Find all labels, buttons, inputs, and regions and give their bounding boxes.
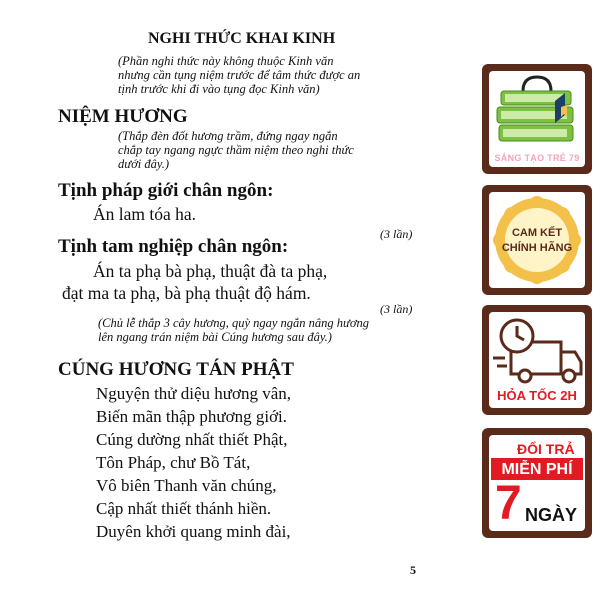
page-title: NGHI THỨC KHAI KINH: [148, 30, 336, 47]
verse-line-2: Biến mãn thập phương giới.: [96, 407, 288, 426]
return-badge-inner: [489, 435, 585, 531]
brand-badge: [482, 64, 592, 174]
return-unit: NGÀY: [525, 505, 578, 525]
seal-line-2: CHÍNH HÃNG: [501, 242, 573, 254]
seal-icon: [489, 192, 585, 288]
express-text: HỎA TỐC 2H: [497, 388, 577, 403]
mantra2-line-1: Án ta phạ bà phạ, thuật đà ta phạ,: [93, 261, 328, 281]
section-heading-niem-huong: NIỆM HƯƠNG: [58, 106, 188, 127]
section1-note-line-2: chắp tay ngang ngực thầm niệm theo nghi thức: [118, 143, 354, 157]
brand-text: SÁNG TẠO TRẺ 79: [494, 153, 580, 163]
return-line-2: MIỄN PHÍ: [501, 461, 573, 478]
seal-line-1: CAM KẾT: [511, 227, 563, 239]
mantra1-repeat: (3 lần): [380, 227, 413, 241]
verse-line-7: Duyên khởi quang minh đài,: [96, 522, 291, 541]
return-line-1: ĐỔI TRẢ: [517, 441, 575, 457]
mantra2-repeat: (3 lần): [380, 302, 413, 316]
mantra2-line-2: đạt ma ta phạ, bà phạ thuật độ hám.: [62, 283, 311, 303]
mantra2-heading: Tịnh tam nghiệp chân ngôn:: [58, 236, 289, 257]
intro-note-line-1: (Phần nghi thức này không thuộc Kinh văn: [118, 54, 334, 68]
verse-line-3: Cúng dường nhất thiết Phật,: [96, 430, 288, 449]
intro-note-line-3: tịnh trước khi đi vào tụng đọc Kinh văn): [118, 82, 320, 96]
brand-badge-inner: [489, 71, 585, 167]
verse-line-6: Cập nhất thiết thánh hiền.: [96, 499, 272, 518]
authentic-badge-inner: [489, 192, 585, 288]
mantra1-text: Án lam tóa ha.: [93, 204, 197, 224]
express-badge: [482, 305, 592, 415]
return-number: 7: [495, 477, 522, 530]
section-heading-cung-huong: CÚNG HƯƠNG TÁN PHẬT: [58, 359, 294, 380]
section1-note-line-1: (Thắp đèn đốt hương trầm, đứng ngay ngắn: [118, 129, 338, 143]
mantra1-heading: Tịnh pháp giới chân ngôn:: [58, 180, 274, 201]
intro-note-line-2: nhưng cần tụng niệm trước để tâm thức được an: [118, 68, 361, 82]
delivery-truck-icon: [489, 312, 585, 388]
page-number: 5: [410, 563, 416, 577]
verse-line-1: Nguyện thử diệu hương vân,: [96, 384, 292, 403]
books-icon: [489, 71, 585, 151]
section1-note-line-3: dưới đây.): [118, 157, 169, 171]
return-badge: [482, 428, 592, 538]
authentic-badge: [482, 185, 592, 295]
express-badge-inner: [489, 312, 585, 408]
verse-line-5: Vô biên Thanh văn chúng,: [96, 476, 277, 495]
mantra2-note-line-1: (Chủ lễ thắp 3 cây hương, quỳ ngay ngắn nâng hương: [98, 316, 370, 330]
verse-line-4: Tôn Pháp, chư Bồ Tát,: [96, 453, 251, 472]
mantra2-note-line-2: lên ngang trán niệm bài Cúng hương sau đây.): [98, 330, 332, 344]
